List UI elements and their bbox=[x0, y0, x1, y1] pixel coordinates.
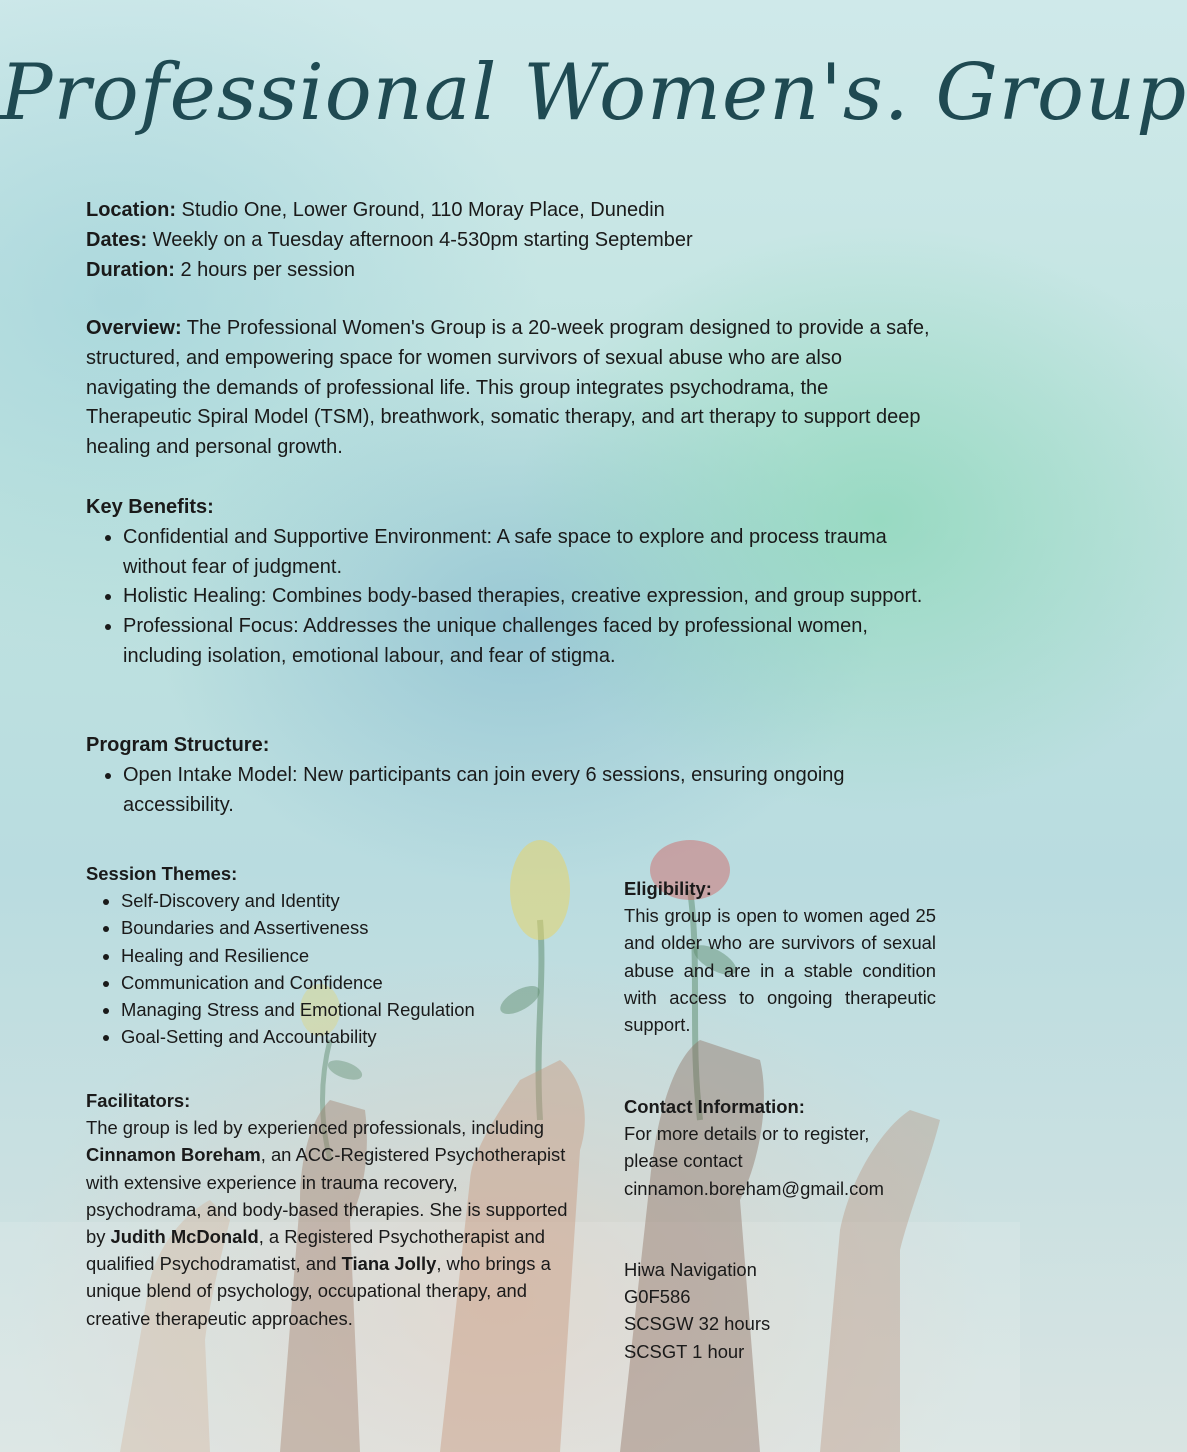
facilitators-text-part: The group is led by experienced professionals, including bbox=[86, 1117, 544, 1139]
list-item: • Open Intake Model: New participants can join every 6 sessions, ensuring ongoing accessibility. bbox=[123, 761, 936, 821]
program-structure-section bbox=[86, 731, 936, 820]
facilitator-name-3: Tiana Jolly bbox=[341, 1253, 437, 1275]
code-line: SCSGT 1 hour bbox=[624, 1340, 745, 1362]
contact-line-2: please contact bbox=[624, 1150, 743, 1172]
program-structure-heading: Program Structure: bbox=[86, 734, 270, 756]
duration-line bbox=[86, 256, 936, 286]
facilitators-text bbox=[86, 1114, 576, 1332]
session-themes-section bbox=[86, 860, 586, 1050]
eligibility-section bbox=[624, 875, 936, 1038]
overview-paragraph bbox=[86, 314, 936, 463]
duration-label: Duration: bbox=[86, 258, 175, 281]
key-benefits-list bbox=[86, 523, 936, 672]
contact-email: cinnamon.boreham@gmail.com bbox=[624, 1177, 884, 1199]
key-benefits-section bbox=[86, 493, 936, 672]
list-item: • Boundaries and Assertiveness bbox=[121, 914, 586, 941]
contact-heading: Contact Information: bbox=[624, 1096, 805, 1117]
list-item: • Self-Discovery and Identity bbox=[121, 887, 586, 914]
list-item: • Managing Stress and Emotional Regulation bbox=[121, 996, 586, 1023]
facilitators-section bbox=[86, 1087, 576, 1332]
location-label: Location: bbox=[86, 199, 176, 221]
event-details bbox=[86, 196, 936, 285]
list-item: • Communication and Confidence bbox=[121, 969, 586, 996]
location-value: Studio One, Lower Ground, 110 Moray Place, Dunedin bbox=[176, 199, 665, 221]
dates-line bbox=[86, 226, 936, 256]
list-item: • Professional Focus: Addresses the unique challenges faced by professional women, including isolation, emotional labour, and fear of stigma. bbox=[123, 612, 936, 672]
facilitators-text-part: , a Registered Psychotherapist and qualified Psychodramatist, and bbox=[86, 1226, 545, 1275]
program-structure-list bbox=[86, 761, 936, 821]
list-item: • Goal-Setting and Accountability bbox=[121, 1023, 586, 1050]
facilitator-name-1: Cinnamon Boreham bbox=[86, 1144, 261, 1166]
dates-label: Dates: bbox=[86, 228, 148, 251]
overview-text: The Professional Women's Group is a 20-week program designed to provide a safe, structured, and empowering space for women survivors of sexual abuse who are also navigating the demands of professional life. This group integrates psychodrama, the Therapeutic Spiral Model (TSM), breathwork, somatic therapy, and art therapy to support deep healing and personal growth. bbox=[86, 317, 930, 459]
dates-value: Weekly on a Tuesday afternoon 4-530pm starting September bbox=[147, 228, 693, 251]
eligibility-heading: Eligibility: bbox=[624, 878, 712, 899]
overview-label: Overview: bbox=[86, 317, 182, 339]
facilitator-name-2: Judith McDonald bbox=[110, 1226, 259, 1248]
list-item: • Confidential and Supportive Environment: A safe space to explore and process trauma without fear of judgment. bbox=[123, 523, 936, 583]
contact-line-1: For more details or to register, bbox=[624, 1123, 870, 1145]
location-line bbox=[86, 196, 936, 226]
contact-section bbox=[624, 1093, 936, 1202]
page-title: Professional Women's. Group bbox=[0, 48, 1187, 138]
eligibility-text: This group is open to women aged 25 and older who are survivors of sexual abuse and are in a stable condition with access to ongoing therapeutic support. bbox=[624, 905, 936, 1036]
duration-value: 2 hours per session bbox=[174, 258, 355, 281]
key-benefits-heading: Key Benefits: bbox=[86, 496, 214, 518]
facilitators-text-part: , who brings a unique blend of psychology, occupational therapy, and creative therapeutic approaches. bbox=[86, 1253, 551, 1329]
code-line: SCSGW 32 hours bbox=[624, 1313, 771, 1335]
facilitators-heading: Facilitators: bbox=[86, 1090, 191, 1111]
facilitators-text-part: , an ACC-Registered Psychotherapist with extensive experience in trauma recovery, psychodrama, and body-based therapies. She is supported by bbox=[86, 1144, 568, 1248]
session-themes-list bbox=[86, 887, 586, 1050]
list-item: • Healing and Resilience bbox=[121, 942, 586, 969]
code-line: Hiwa Navigation bbox=[624, 1259, 757, 1280]
code-line: G0F586 bbox=[624, 1286, 691, 1308]
codes-section bbox=[624, 1256, 936, 1365]
session-themes-heading: Session Themes: bbox=[86, 863, 238, 884]
list-item: • Holistic Healing: Combines body-based therapies, creative expression, and group support. bbox=[123, 582, 936, 612]
